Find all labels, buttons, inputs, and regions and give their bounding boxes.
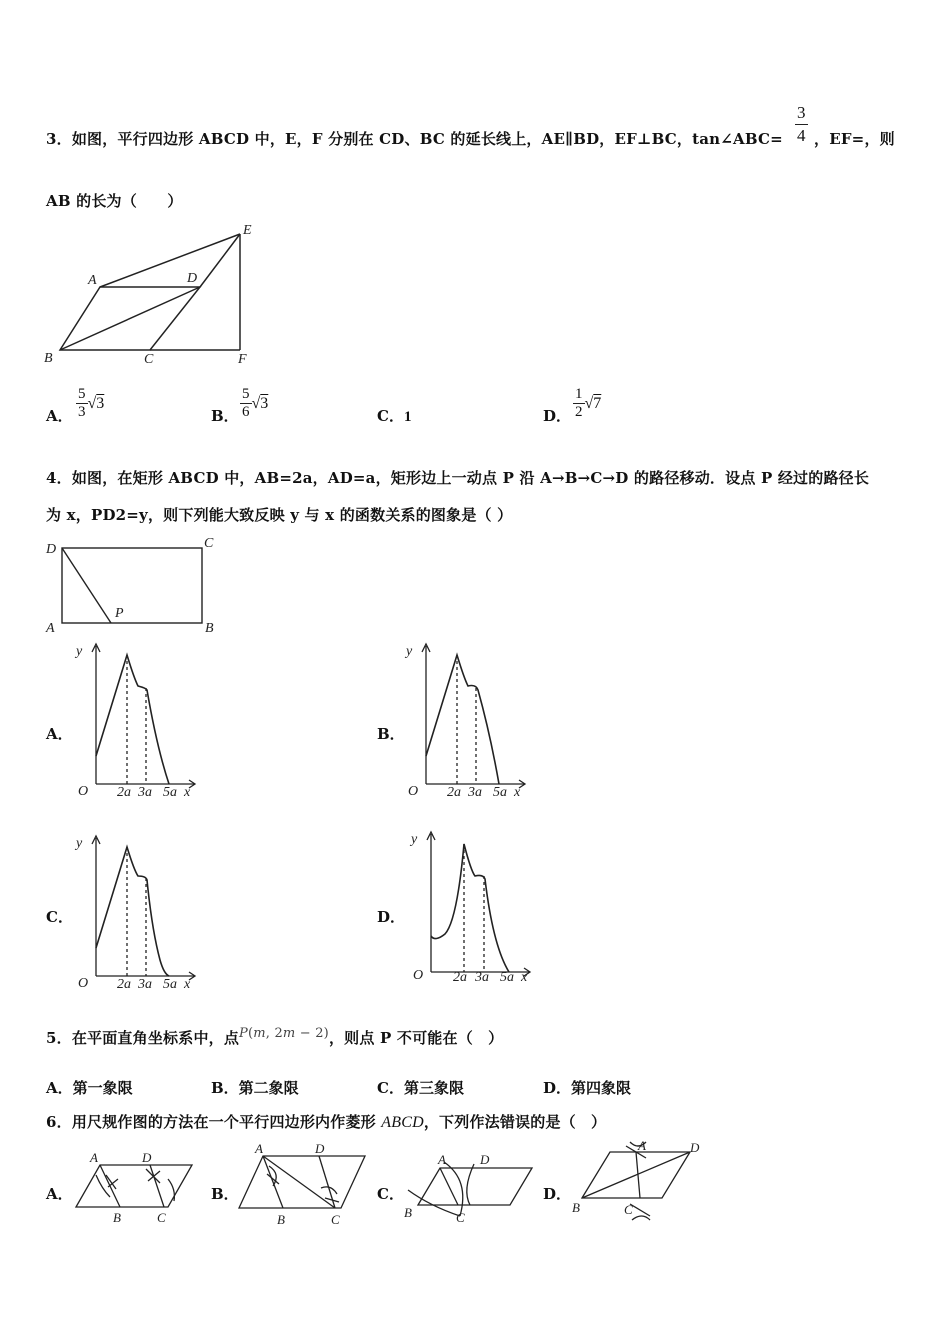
q3-option-a-radicand: 3 [96,395,105,412]
q3-tan-num: 3 [795,102,808,125]
q3-line1 [46,128,783,149]
q3-tan-fraction [795,102,808,147]
label-a: A [638,1138,646,1153]
q6-figure-d [568,1138,708,1228]
q3-option-d-den: 2 [575,404,583,420]
q3-option-d-radical: √ [584,395,594,412]
tick-2a: 2a [453,970,467,985]
q3-option-b-den: 6 [242,404,250,420]
label-d: D [480,1152,490,1167]
q6-prefix: 6．用尺规作图的方法在一个平行四边形内作菱形 [46,1113,382,1131]
curve [431,844,509,972]
q3-option-a-letter: A． [46,407,73,425]
label-c: C [456,1210,465,1225]
label-c: C [624,1202,633,1217]
q6-option-d[interactable]: D． [543,1185,572,1203]
label-b: B [113,1210,121,1225]
arc [467,1164,474,1205]
q5-option-a[interactable]: A．第一象限 [46,1079,133,1097]
q3-option-b[interactable] [211,405,239,426]
q3-label-e: E [243,223,252,238]
q3-tan-den: 4 [797,126,806,145]
q3-label-d: D [187,271,198,286]
q4-rectangle-abcd [62,548,202,623]
curve [96,655,169,784]
q3-option-a-num: 5 [78,386,86,402]
label-d: D [142,1150,152,1165]
q3-option-c-value: 1 [403,409,412,425]
q4-graph-a[interactable] [70,638,205,800]
tick-3a: 3a [138,977,152,992]
q4-option-a[interactable]: A． [46,725,73,743]
q4-label-d: D [46,542,57,557]
label-d: D [690,1140,700,1155]
q6-option-a[interactable]: A． [46,1185,73,1203]
tick-5a: 5a [493,785,507,800]
q6-option-c[interactable]: C． [377,1185,404,1203]
x-label: x [184,785,191,800]
tick-3a: 3a [475,970,489,985]
segment-dc [150,1165,164,1207]
curve [426,655,499,784]
label-c: C [331,1212,340,1227]
q5-prefix: 5．在平面直角坐标系中，点 [46,1029,240,1047]
origin-label: O [78,976,89,991]
parallelogram [239,1156,365,1208]
q4-line2: 为 x，PD2=y，则下列能大致反映 y 与 x 的函数关系的图象是（ ） [46,506,513,524]
q3-option-a-radical: √ [87,395,97,412]
q5-option-c[interactable]: C．第三象限 [377,1079,464,1097]
label-a: A [90,1150,98,1165]
tick-5a: 5a [163,785,177,800]
q3-option-b-letter: B． [211,407,239,425]
y-label: y [76,644,83,659]
y-label: y [411,832,418,847]
q5-option-b[interactable]: B．第二象限 [211,1079,299,1097]
y-label: y [406,644,413,659]
q3-option-c[interactable] [377,405,411,426]
q3-option-d[interactable] [543,405,571,426]
q4-option-d[interactable]: D． [377,908,406,926]
q4-segment-pd [62,548,111,623]
q6-option-b[interactable]: B． [211,1185,239,1203]
tick-2a: 2a [447,785,461,800]
q6-line [46,1111,606,1132]
q3-diagonal-bd [60,287,200,350]
q6-suffix: ，下列作法错误的是（ ） [423,1113,607,1131]
arc [632,1216,650,1220]
q4-option-b[interactable]: B． [377,725,405,743]
q3-segment-ae [100,234,240,287]
q4-line1: 4．如图，在矩形 ABCD 中，AB=2a，AD=a，矩形边上一动点 P 沿 A→B→C→D 的路径移动．设点 P 经过的路径长 [46,469,870,487]
tick-5a: 5a [500,970,514,985]
q5-point-expression: 𝑃(𝑚, 2𝑚 − 2) [239,1026,329,1041]
q4-option-c[interactable]: C． [46,908,73,926]
q6-figure-a [68,1145,198,1227]
q6-figure-c [400,1150,535,1232]
q4-label-a: A [46,621,55,635]
q3-option-b-radicand: 3 [260,395,269,412]
q3-option-d-radicand: 7 [593,395,602,412]
q3-option-d-math [573,386,601,421]
x-label: x [521,970,528,985]
tick-2a: 2a [117,977,131,992]
q5-line [46,1027,503,1048]
tick-2a: 2a [117,785,131,800]
q4-graph-d[interactable] [405,826,540,988]
tick-mark [630,1204,650,1216]
q5-suffix: ，则点 P 不可能在（ ） [328,1029,504,1047]
q3-parallelogram-figure [38,220,268,370]
cross-mark [146,1169,160,1183]
q4-label-p: P [115,606,124,621]
label-b: B [277,1212,285,1227]
q4-label-b: B [205,621,214,635]
parallelogram [418,1168,532,1205]
q3-option-c-letter: C． [377,407,404,425]
q3-option-b-radical: √ [251,395,261,412]
q3-option-a[interactable] [46,405,73,426]
q6-abcd: ABCD [381,1114,424,1131]
q5-option-d[interactable]: D．第四象限 [543,1079,632,1097]
q3-option-b-num: 5 [242,386,250,402]
tick-5a: 5a [163,977,177,992]
q3-label-b: B [44,351,53,366]
y-label: y [76,836,83,851]
tick-3a: 3a [468,785,482,800]
q3-option-d-num: 1 [575,386,583,402]
x-label: x [514,785,521,800]
label-d: D [315,1141,325,1156]
origin-label: O [78,784,89,799]
q4-label-c: C [204,536,214,551]
label-a: A [438,1152,446,1167]
q3-label-a: A [88,273,97,288]
q3-line2: AB 的长为（ ） [46,192,183,210]
origin-label: O [408,784,419,799]
label-a: A [255,1141,263,1156]
origin-label: O [413,968,424,983]
q6-figure-b [233,1138,373,1228]
q3-label-f: F [238,352,247,367]
q3-option-b-math [240,386,268,421]
segment-ac [263,1156,335,1208]
q4-graph-b[interactable] [400,638,535,800]
q3-line1-suffix: ，EF=，则 [814,130,895,148]
x-label: x [184,977,191,992]
q3-option-a-den: 3 [78,404,86,420]
label-c: C [157,1210,166,1225]
q4-rectangle-figure [40,533,230,635]
q4-graph-c[interactable] [70,830,205,992]
arc [444,1162,463,1216]
q3-line1-prefix: 3．如图，平行四边形 ABCD 中，E，F 分别在 CD、BC 的延长线上，AE∥BD，EF⊥BC，tan∠ABC= [46,130,783,148]
q3-option-d-letter: D． [543,407,572,425]
curve [96,847,169,976]
q3-label-c: C [144,352,154,367]
q3-option-a-math [76,386,104,421]
label-b: B [404,1205,412,1220]
label-b: B [572,1200,580,1215]
tick-3a: 3a [138,785,152,800]
